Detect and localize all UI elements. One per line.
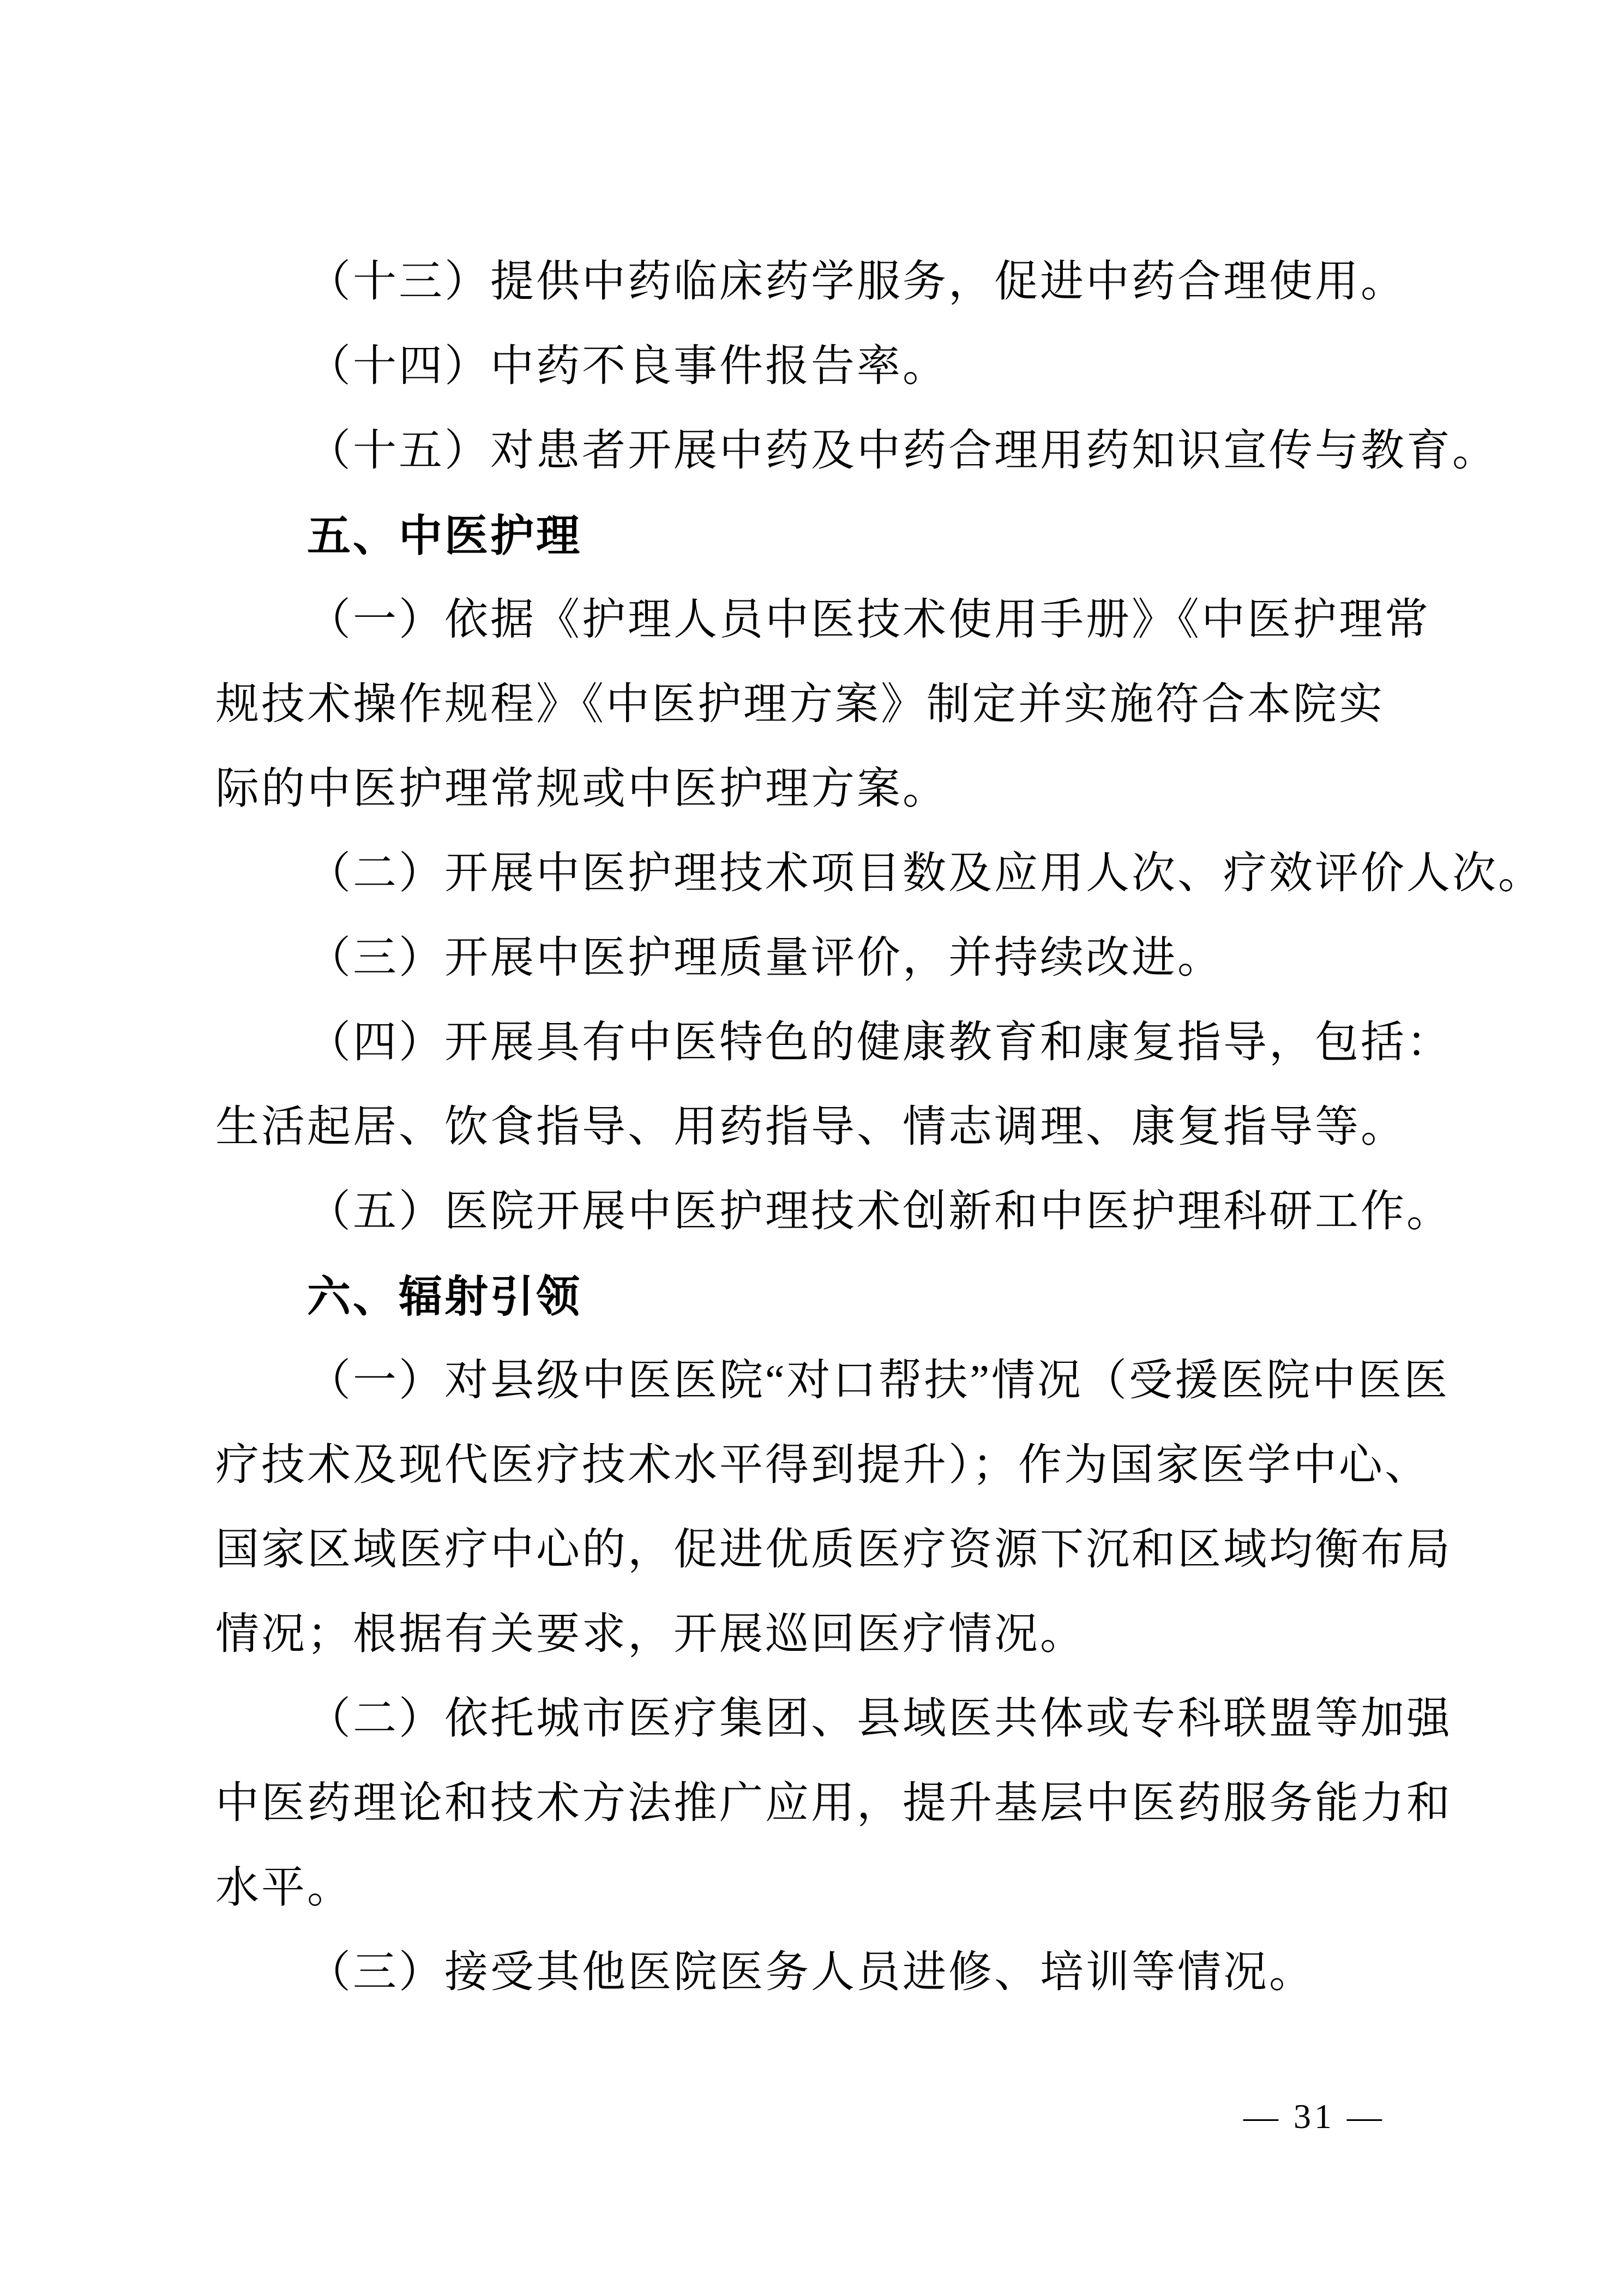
text-line: 疗技术及现代医疗技术水平得到提升）；作为国家医学中心、 <box>215 1441 1430 1489</box>
document-body <box>215 240 1544 2015</box>
text-line: 国家区域医疗中心的，促进优质医疗资源下沉和区域均衡布局 <box>215 1526 1452 1574</box>
text-line: （五）医院开展中医护理技术创新和中医护理科研工作。 <box>307 1188 1452 1236</box>
text-line: 生活起居、饮食指导、用药指导、情志调理、康复指导等。 <box>215 1103 1406 1151</box>
text-line: 规技术操作规程》《中医护理方案》制定并实施符合本院实 <box>215 681 1385 729</box>
text-line: 情况；根据有关要求，开展巡回医疗情况。 <box>215 1610 1086 1658</box>
text-line: 中医药理论和技术方法推广应用，提升基层中医药服务能力和 <box>215 1780 1452 1828</box>
section-heading: 六、辐射引领 <box>307 1272 582 1321</box>
section-heading: 五、中医护理 <box>307 512 582 560</box>
text-line: （四）开展具有中医特色的健康教育和康复指导，包括： <box>307 1019 1452 1067</box>
text-line: （一）对县级中医医院“对口帮扶”情况（受援医院中医医 <box>307 1357 1450 1405</box>
text-line: （三）接受其他医院医务人员进修、培训等情况。 <box>307 1949 1315 1997</box>
text-line: （十三）提供中药临床药学服务，促进中药合理使用。 <box>307 258 1406 306</box>
text-line: 水平。 <box>215 1864 353 1912</box>
text-line: （十四）中药不良事件报告率。 <box>307 342 948 390</box>
text-line: （一）依据《护理人员中医技术使用手册》《中医护理常 <box>307 596 1430 644</box>
text-line: （十五）对患者开展中药及中药合理用药知识宣传与教育。 <box>307 427 1498 475</box>
page-number: — 31 — <box>1243 2097 1385 2136</box>
text-line: （二）依托城市医疗集团、县域医共体或专科联盟等加强 <box>307 1695 1452 1743</box>
text-line: （三）开展中医护理质量评价，并持续改进。 <box>307 934 1223 982</box>
text-line: （二）开展中医护理技术项目数及应用人次、疗效评价人次。 <box>307 850 1544 898</box>
text-line: 际的中医护理常规或中医护理方案。 <box>215 765 948 813</box>
